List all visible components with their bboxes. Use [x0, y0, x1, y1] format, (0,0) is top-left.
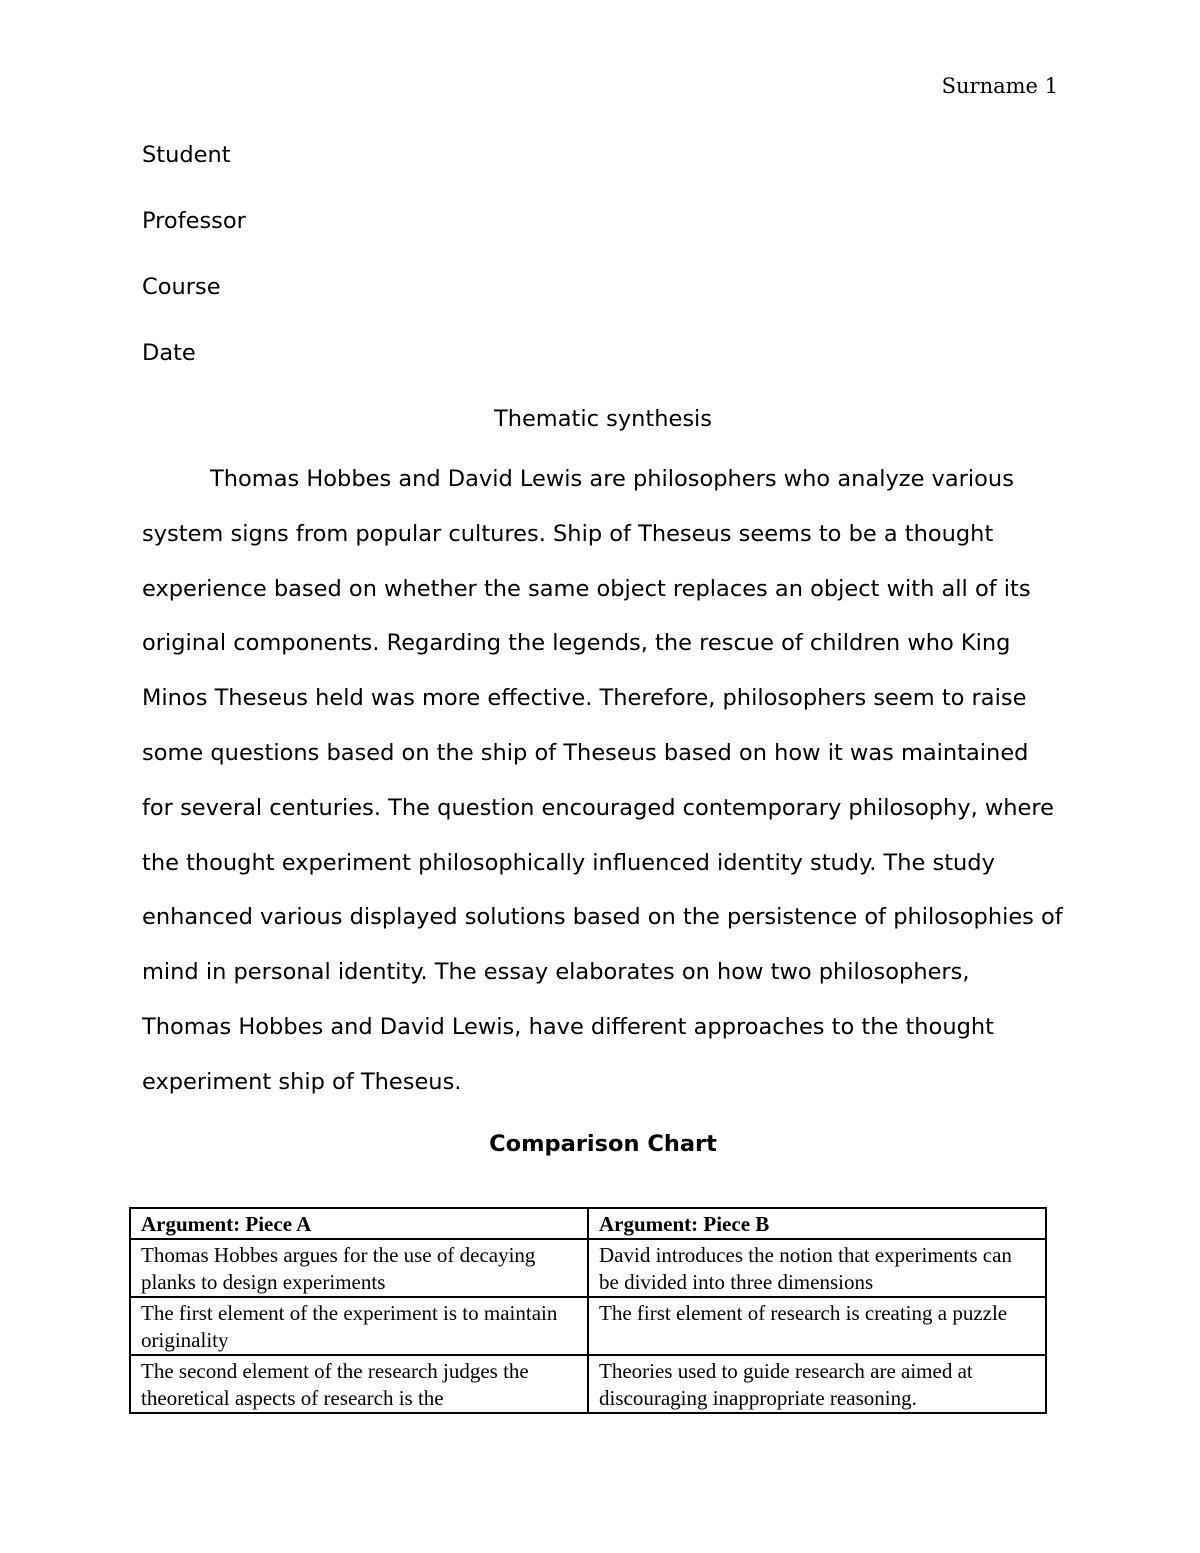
document-title: Thematic synthesis — [493, 406, 713, 432]
table-cell-a: Thomas Hobbes argues for the use of decaying planks to design experiments — [130, 1239, 588, 1297]
date-line: Date — [142, 340, 196, 366]
table-header-cell-a: Argument: Piece A — [130, 1208, 588, 1239]
document-body — [142, 130, 1064, 1164]
table-cell-b: The first element of research is creating a puzzle — [588, 1297, 1046, 1355]
table-row — [130, 1355, 1046, 1413]
page-header-surname: Surname 1 — [941, 74, 1058, 98]
table-header-row — [130, 1208, 1046, 1239]
comparison-chart-title: Comparison Chart — [489, 1130, 717, 1157]
table-cell-b: Theories used to guide research are aimed at discouraging inappropriate reasoning. — [588, 1355, 1046, 1413]
table-cell-a: The first element of the experiment is to maintain originality — [130, 1297, 588, 1355]
body-paragraph: Thomas Hobbes and David Lewis are philosophers who analyze various system signs from popular cultures. Ship of Theseus seems to be a thought experience based on whether the same object replaces an object with all of its original components. Regarding the legends, the rescue of children who King Minos Theseus held was more effective. Therefore, philosophers seem to raise some questions based on the ship of Theseus based on how it was maintained for several centuries. The question encouraged contemporary philosophy, where the thought experiment philosophically influenced identity study. The study enhanced various displayed solutions based on the persistence of philosophies of mind in personal identity. The essay elaborates on how two philosophers, Thomas Hobbes and David Lewis, have different approaches to the thought experiment ship of Theseus. — [142, 466, 1063, 1095]
table-row — [130, 1239, 1046, 1297]
course-line: Course — [142, 274, 221, 300]
student-line: Student — [142, 142, 231, 168]
comparison-table — [129, 1207, 1047, 1414]
table-row — [130, 1297, 1046, 1355]
table-cell-a: The second element of the research judges the theoretical aspects of research is the — [130, 1355, 588, 1413]
professor-line: Professor — [142, 208, 246, 234]
table-cell-b: David introduces the notion that experiments can be divided into three dimensions — [588, 1239, 1046, 1297]
table-header-cell-b: Argument: Piece B — [588, 1208, 1046, 1239]
